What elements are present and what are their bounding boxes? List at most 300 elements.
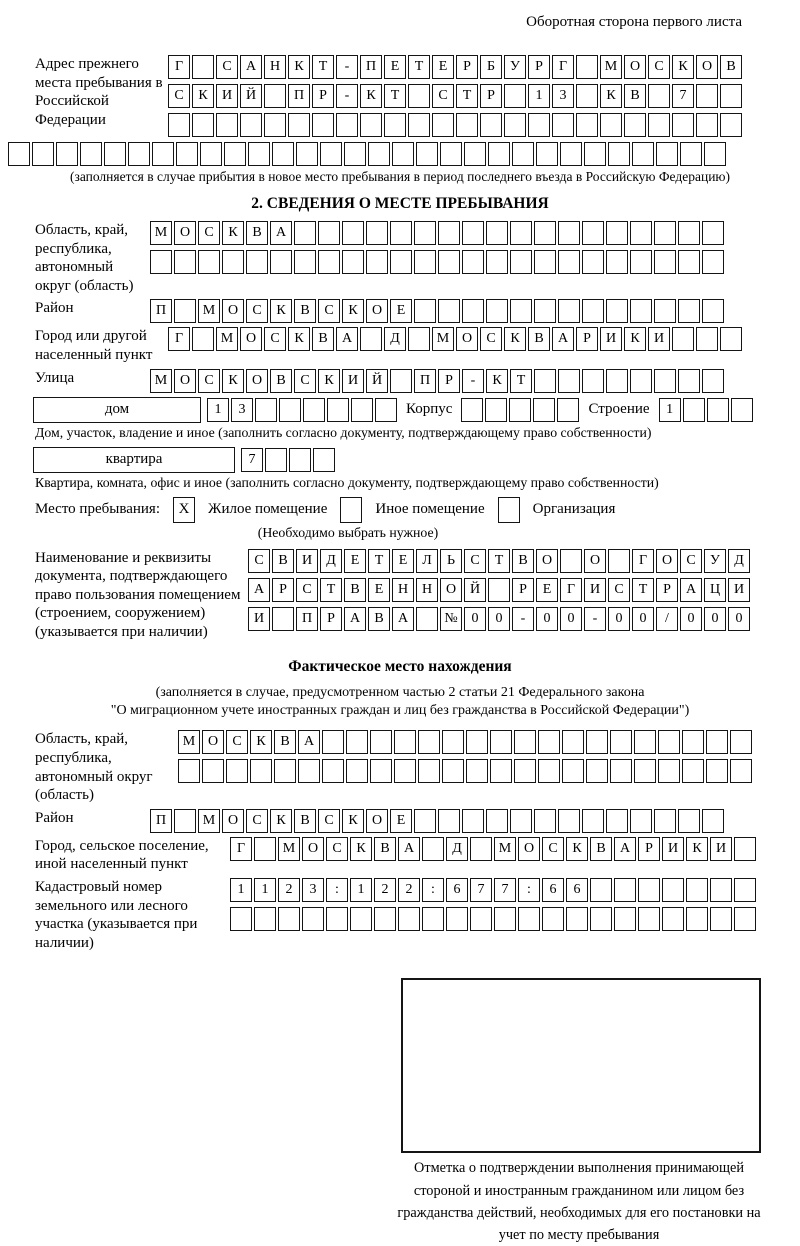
- char-cell[interactable]: [514, 759, 536, 783]
- char-cell[interactable]: [176, 142, 198, 166]
- char-cell[interactable]: [200, 142, 222, 166]
- char-cell[interactable]: [264, 84, 286, 108]
- char-cell[interactable]: [686, 878, 708, 902]
- char-cell[interactable]: [442, 759, 464, 783]
- char-cell[interactable]: В: [270, 369, 292, 393]
- char-cell[interactable]: [518, 907, 540, 931]
- char-cell[interactable]: [322, 730, 344, 754]
- char-cell[interactable]: [658, 759, 680, 783]
- char-cell[interactable]: О: [222, 299, 244, 323]
- char-cell[interactable]: [466, 730, 488, 754]
- char-cell[interactable]: Т: [368, 549, 390, 573]
- char-cell[interactable]: [414, 299, 436, 323]
- char-cell[interactable]: Г: [632, 549, 654, 573]
- char-cell[interactable]: -: [512, 607, 534, 631]
- char-cell[interactable]: 1: [230, 878, 252, 902]
- char-cell[interactable]: [272, 607, 294, 631]
- char-cell[interactable]: Ь: [440, 549, 462, 573]
- char-cell[interactable]: 7: [241, 448, 263, 472]
- char-cell[interactable]: [534, 809, 556, 833]
- char-cell[interactable]: [342, 221, 364, 245]
- char-cell[interactable]: Р: [438, 369, 460, 393]
- char-cell[interactable]: П: [288, 84, 310, 108]
- char-cell[interactable]: А: [344, 607, 366, 631]
- char-cell[interactable]: [678, 221, 700, 245]
- char-cell[interactable]: [662, 907, 684, 931]
- char-cell[interactable]: В: [274, 730, 296, 754]
- char-cell[interactable]: К: [342, 299, 364, 323]
- char-cell[interactable]: 7: [470, 878, 492, 902]
- char-cell[interactable]: [630, 221, 652, 245]
- char-cell[interactable]: [422, 837, 444, 861]
- char-cell[interactable]: [432, 113, 454, 137]
- char-cell[interactable]: М: [198, 299, 220, 323]
- char-cell[interactable]: В: [294, 299, 316, 323]
- char-cell[interactable]: [696, 327, 718, 351]
- char-cell[interactable]: [414, 250, 436, 274]
- char-cell[interactable]: Д: [728, 549, 750, 573]
- char-cell[interactable]: Е: [344, 549, 366, 573]
- char-cell[interactable]: К: [288, 327, 310, 351]
- char-cell[interactable]: [512, 142, 534, 166]
- char-cell[interactable]: О: [656, 549, 678, 573]
- char-cell[interactable]: [384, 113, 406, 137]
- char-cell[interactable]: Т: [408, 55, 430, 79]
- char-cell[interactable]: М: [150, 369, 172, 393]
- char-cell[interactable]: Р: [638, 837, 660, 861]
- char-cell[interactable]: [558, 221, 580, 245]
- char-cell[interactable]: [346, 759, 368, 783]
- char-cell[interactable]: [394, 730, 416, 754]
- char-cell[interactable]: [614, 878, 636, 902]
- char-cell[interactable]: №: [440, 607, 462, 631]
- char-cell[interactable]: [174, 250, 196, 274]
- char-cell[interactable]: [408, 327, 430, 351]
- char-cell[interactable]: 1: [207, 398, 229, 422]
- char-cell[interactable]: [480, 113, 502, 137]
- char-cell[interactable]: Т: [312, 55, 334, 79]
- char-cell[interactable]: [702, 221, 724, 245]
- char-cell[interactable]: О: [518, 837, 540, 861]
- char-cell[interactable]: Р: [456, 55, 478, 79]
- char-cell[interactable]: Т: [632, 578, 654, 602]
- char-cell[interactable]: [734, 837, 756, 861]
- char-cell[interactable]: [600, 113, 622, 137]
- char-cell[interactable]: С: [248, 549, 270, 573]
- char-cell[interactable]: [534, 299, 556, 323]
- char-cell[interactable]: [557, 398, 579, 422]
- char-cell[interactable]: [707, 398, 729, 422]
- char-cell[interactable]: А: [336, 327, 358, 351]
- char-cell[interactable]: [438, 221, 460, 245]
- char-cell[interactable]: [488, 142, 510, 166]
- char-cell[interactable]: [510, 809, 532, 833]
- char-cell[interactable]: М: [278, 837, 300, 861]
- char-cell[interactable]: И: [248, 607, 270, 631]
- char-cell[interactable]: 7: [672, 84, 694, 108]
- char-cell[interactable]: А: [298, 730, 320, 754]
- char-cell[interactable]: [322, 759, 344, 783]
- char-cell[interactable]: С: [480, 327, 502, 351]
- char-cell[interactable]: Р: [312, 84, 334, 108]
- char-cell[interactable]: [360, 113, 382, 137]
- char-cell[interactable]: [298, 759, 320, 783]
- char-cell[interactable]: О: [202, 730, 224, 754]
- char-cell[interactable]: [390, 221, 412, 245]
- char-cell[interactable]: [638, 878, 660, 902]
- char-cell[interactable]: [255, 398, 277, 422]
- char-cell[interactable]: В: [528, 327, 550, 351]
- char-cell[interactable]: А: [552, 327, 574, 351]
- char-cell[interactable]: Е: [536, 578, 558, 602]
- char-cell[interactable]: [442, 730, 464, 754]
- char-cell[interactable]: 0: [536, 607, 558, 631]
- char-cell[interactable]: М: [432, 327, 454, 351]
- char-cell[interactable]: [610, 759, 632, 783]
- char-cell[interactable]: О: [174, 221, 196, 245]
- char-cell[interactable]: С: [294, 369, 316, 393]
- char-cell[interactable]: 1: [528, 84, 550, 108]
- char-cell[interactable]: 3: [552, 84, 574, 108]
- char-cell[interactable]: [534, 369, 556, 393]
- char-cell[interactable]: К: [624, 327, 646, 351]
- char-cell[interactable]: [490, 730, 512, 754]
- char-cell[interactable]: А: [680, 578, 702, 602]
- char-cell[interactable]: [730, 759, 752, 783]
- char-cell[interactable]: П: [150, 299, 172, 323]
- char-cell[interactable]: [614, 907, 636, 931]
- char-cell[interactable]: [528, 113, 550, 137]
- char-cell[interactable]: 1: [350, 878, 372, 902]
- char-cell[interactable]: [366, 250, 388, 274]
- char-cell[interactable]: В: [374, 837, 396, 861]
- char-cell[interactable]: [336, 113, 358, 137]
- char-cell[interactable]: -: [336, 84, 358, 108]
- char-cell[interactable]: П: [150, 809, 172, 833]
- char-cell[interactable]: [438, 809, 460, 833]
- char-cell[interactable]: [654, 221, 676, 245]
- char-cell[interactable]: Т: [488, 549, 510, 573]
- char-cell[interactable]: С: [648, 55, 670, 79]
- char-cell[interactable]: 0: [464, 607, 486, 631]
- char-cell[interactable]: [702, 369, 724, 393]
- char-cell[interactable]: [624, 113, 646, 137]
- char-cell[interactable]: С: [318, 299, 340, 323]
- char-cell[interactable]: [504, 113, 526, 137]
- char-cell[interactable]: [446, 907, 468, 931]
- char-cell[interactable]: А: [240, 55, 262, 79]
- char-cell[interactable]: [374, 907, 396, 931]
- char-cell[interactable]: [240, 113, 262, 137]
- char-cell[interactable]: [510, 221, 532, 245]
- char-cell[interactable]: [504, 84, 526, 108]
- char-cell[interactable]: [422, 907, 444, 931]
- char-cell[interactable]: [608, 142, 630, 166]
- char-cell[interactable]: [461, 398, 483, 422]
- char-cell[interactable]: И: [662, 837, 684, 861]
- char-cell[interactable]: И: [296, 549, 318, 573]
- char-cell[interactable]: [462, 221, 484, 245]
- char-cell[interactable]: М: [178, 730, 200, 754]
- char-cell[interactable]: [538, 759, 560, 783]
- char-cell[interactable]: [584, 142, 606, 166]
- char-cell[interactable]: [734, 907, 756, 931]
- char-cell[interactable]: [590, 907, 612, 931]
- char-cell[interactable]: [8, 142, 30, 166]
- char-cell[interactable]: :: [326, 878, 348, 902]
- char-cell[interactable]: [222, 250, 244, 274]
- char-cell[interactable]: И: [728, 578, 750, 602]
- char-cell[interactable]: [398, 907, 420, 931]
- char-cell[interactable]: [174, 299, 196, 323]
- char-cell[interactable]: [192, 113, 214, 137]
- char-cell[interactable]: [230, 907, 252, 931]
- char-cell[interactable]: [438, 299, 460, 323]
- char-cell[interactable]: С: [542, 837, 564, 861]
- char-cell[interactable]: [654, 299, 676, 323]
- char-cell[interactable]: [576, 55, 598, 79]
- char-cell[interactable]: [514, 730, 536, 754]
- char-cell[interactable]: [702, 250, 724, 274]
- char-cell[interactable]: 6: [566, 878, 588, 902]
- char-cell[interactable]: [414, 221, 436, 245]
- char-cell[interactable]: :: [422, 878, 444, 902]
- char-cell[interactable]: [658, 730, 680, 754]
- char-cell[interactable]: [682, 759, 704, 783]
- char-cell[interactable]: [152, 142, 174, 166]
- char-cell[interactable]: [254, 907, 276, 931]
- char-cell[interactable]: [672, 327, 694, 351]
- char-cell[interactable]: С: [198, 369, 220, 393]
- char-cell[interactable]: [32, 142, 54, 166]
- char-cell[interactable]: -: [462, 369, 484, 393]
- char-cell[interactable]: [278, 907, 300, 931]
- char-cell[interactable]: И: [584, 578, 606, 602]
- char-cell[interactable]: [202, 759, 224, 783]
- char-cell[interactable]: О: [246, 369, 268, 393]
- char-cell[interactable]: С: [264, 327, 286, 351]
- char-cell[interactable]: Й: [240, 84, 262, 108]
- char-cell[interactable]: [582, 299, 604, 323]
- char-cell[interactable]: И: [710, 837, 732, 861]
- char-cell[interactable]: Т: [384, 84, 406, 108]
- char-cell[interactable]: Т: [510, 369, 532, 393]
- char-cell[interactable]: [390, 250, 412, 274]
- char-cell[interactable]: [630, 299, 652, 323]
- char-cell[interactable]: [390, 369, 412, 393]
- char-cell[interactable]: [192, 55, 214, 79]
- char-cell[interactable]: И: [216, 84, 238, 108]
- char-cell[interactable]: [80, 142, 102, 166]
- char-cell[interactable]: [702, 299, 724, 323]
- char-cell[interactable]: [606, 250, 628, 274]
- char-cell[interactable]: Г: [168, 55, 190, 79]
- char-cell[interactable]: [558, 299, 580, 323]
- char-cell[interactable]: О: [366, 809, 388, 833]
- char-cell[interactable]: [533, 398, 555, 422]
- char-cell[interactable]: [346, 730, 368, 754]
- char-cell[interactable]: [648, 84, 670, 108]
- char-cell[interactable]: Н: [416, 578, 438, 602]
- char-cell[interactable]: У: [704, 549, 726, 573]
- char-cell[interactable]: [562, 759, 584, 783]
- char-cell[interactable]: О: [222, 809, 244, 833]
- checkbox-organizatsiya[interactable]: [498, 497, 520, 523]
- char-cell[interactable]: [683, 398, 705, 422]
- char-cell[interactable]: [485, 398, 507, 422]
- char-cell[interactable]: [706, 759, 728, 783]
- char-cell[interactable]: [392, 142, 414, 166]
- char-cell[interactable]: В: [590, 837, 612, 861]
- char-cell[interactable]: [638, 907, 660, 931]
- char-cell[interactable]: В: [246, 221, 268, 245]
- char-cell[interactable]: [326, 907, 348, 931]
- char-cell[interactable]: [438, 250, 460, 274]
- char-cell[interactable]: [250, 759, 272, 783]
- char-cell[interactable]: [696, 113, 718, 137]
- char-cell[interactable]: [558, 809, 580, 833]
- char-cell[interactable]: К: [222, 369, 244, 393]
- char-cell[interactable]: К: [342, 809, 364, 833]
- char-cell[interactable]: Г: [168, 327, 190, 351]
- char-cell[interactable]: [318, 250, 340, 274]
- char-cell[interactable]: О: [536, 549, 558, 573]
- char-cell[interactable]: [279, 398, 301, 422]
- char-cell[interactable]: 0: [704, 607, 726, 631]
- char-cell[interactable]: 2: [398, 878, 420, 902]
- char-cell[interactable]: Е: [432, 55, 454, 79]
- char-cell[interactable]: К: [270, 299, 292, 323]
- char-cell[interactable]: [470, 907, 492, 931]
- char-cell[interactable]: [662, 878, 684, 902]
- char-cell[interactable]: Д: [446, 837, 468, 861]
- char-cell[interactable]: [634, 759, 656, 783]
- char-cell[interactable]: 0: [632, 607, 654, 631]
- char-cell[interactable]: [510, 299, 532, 323]
- checkbox-inoe[interactable]: [340, 497, 362, 523]
- char-cell[interactable]: [350, 907, 372, 931]
- char-cell[interactable]: К: [504, 327, 526, 351]
- char-cell[interactable]: [414, 809, 436, 833]
- char-cell[interactable]: [466, 759, 488, 783]
- char-cell[interactable]: К: [318, 369, 340, 393]
- char-cell[interactable]: [654, 369, 676, 393]
- char-cell[interactable]: Г: [560, 578, 582, 602]
- char-cell[interactable]: [265, 448, 287, 472]
- char-cell[interactable]: [168, 113, 190, 137]
- char-cell[interactable]: [270, 250, 292, 274]
- char-cell[interactable]: О: [302, 837, 324, 861]
- char-cell[interactable]: [351, 398, 373, 422]
- char-cell[interactable]: [56, 142, 78, 166]
- char-cell[interactable]: Р: [480, 84, 502, 108]
- char-cell[interactable]: [490, 759, 512, 783]
- char-cell[interactable]: [366, 221, 388, 245]
- char-cell[interactable]: [710, 907, 732, 931]
- char-cell[interactable]: [312, 113, 334, 137]
- char-cell[interactable]: [534, 221, 556, 245]
- char-cell[interactable]: [682, 730, 704, 754]
- char-cell[interactable]: [706, 730, 728, 754]
- char-cell[interactable]: [294, 221, 316, 245]
- char-cell[interactable]: М: [150, 221, 172, 245]
- char-cell[interactable]: [486, 299, 508, 323]
- char-cell[interactable]: Г: [552, 55, 574, 79]
- char-cell[interactable]: Е: [384, 55, 406, 79]
- char-cell[interactable]: В: [512, 549, 534, 573]
- char-cell[interactable]: 2: [278, 878, 300, 902]
- char-cell[interactable]: 2: [374, 878, 396, 902]
- char-cell[interactable]: Н: [392, 578, 414, 602]
- char-cell[interactable]: [178, 759, 200, 783]
- char-cell[interactable]: К: [686, 837, 708, 861]
- checkbox-zhiloe[interactable]: X: [173, 497, 195, 523]
- char-cell[interactable]: Р: [512, 578, 534, 602]
- char-cell[interactable]: [678, 809, 700, 833]
- char-cell[interactable]: П: [296, 607, 318, 631]
- char-cell[interactable]: [486, 809, 508, 833]
- char-cell[interactable]: [274, 759, 296, 783]
- char-cell[interactable]: [320, 142, 342, 166]
- char-cell[interactable]: У: [504, 55, 526, 79]
- char-cell[interactable]: [560, 549, 582, 573]
- char-cell[interactable]: [720, 327, 742, 351]
- char-cell[interactable]: Г: [230, 837, 252, 861]
- char-cell[interactable]: К: [360, 84, 382, 108]
- char-cell[interactable]: [462, 250, 484, 274]
- char-cell[interactable]: [702, 809, 724, 833]
- char-cell[interactable]: С: [464, 549, 486, 573]
- char-cell[interactable]: К: [600, 84, 622, 108]
- char-cell[interactable]: Й: [464, 578, 486, 602]
- char-cell[interactable]: [296, 142, 318, 166]
- char-cell[interactable]: [486, 250, 508, 274]
- char-cell[interactable]: О: [440, 578, 462, 602]
- char-cell[interactable]: С: [226, 730, 248, 754]
- char-cell[interactable]: [680, 142, 702, 166]
- char-cell[interactable]: [586, 759, 608, 783]
- char-cell[interactable]: [408, 84, 430, 108]
- char-cell[interactable]: В: [368, 607, 390, 631]
- char-cell[interactable]: [418, 730, 440, 754]
- char-cell[interactable]: В: [294, 809, 316, 833]
- char-cell[interactable]: [394, 759, 416, 783]
- char-cell[interactable]: Е: [392, 549, 414, 573]
- char-cell[interactable]: [128, 142, 150, 166]
- char-cell[interactable]: К: [222, 221, 244, 245]
- char-cell[interactable]: О: [456, 327, 478, 351]
- char-cell[interactable]: [538, 730, 560, 754]
- char-cell[interactable]: [370, 759, 392, 783]
- char-cell[interactable]: [608, 549, 630, 573]
- char-cell[interactable]: [360, 327, 382, 351]
- char-cell[interactable]: [678, 299, 700, 323]
- char-cell[interactable]: С: [168, 84, 190, 108]
- char-cell[interactable]: [408, 113, 430, 137]
- char-cell[interactable]: К: [250, 730, 272, 754]
- char-cell[interactable]: :: [518, 878, 540, 902]
- char-cell[interactable]: [630, 369, 652, 393]
- char-cell[interactable]: 0: [728, 607, 750, 631]
- char-cell[interactable]: [272, 142, 294, 166]
- char-cell[interactable]: 7: [494, 878, 516, 902]
- char-cell[interactable]: О: [366, 299, 388, 323]
- char-cell[interactable]: [470, 837, 492, 861]
- char-cell[interactable]: Б: [480, 55, 502, 79]
- char-cell[interactable]: С: [680, 549, 702, 573]
- char-cell[interactable]: [606, 809, 628, 833]
- char-cell[interactable]: [174, 809, 196, 833]
